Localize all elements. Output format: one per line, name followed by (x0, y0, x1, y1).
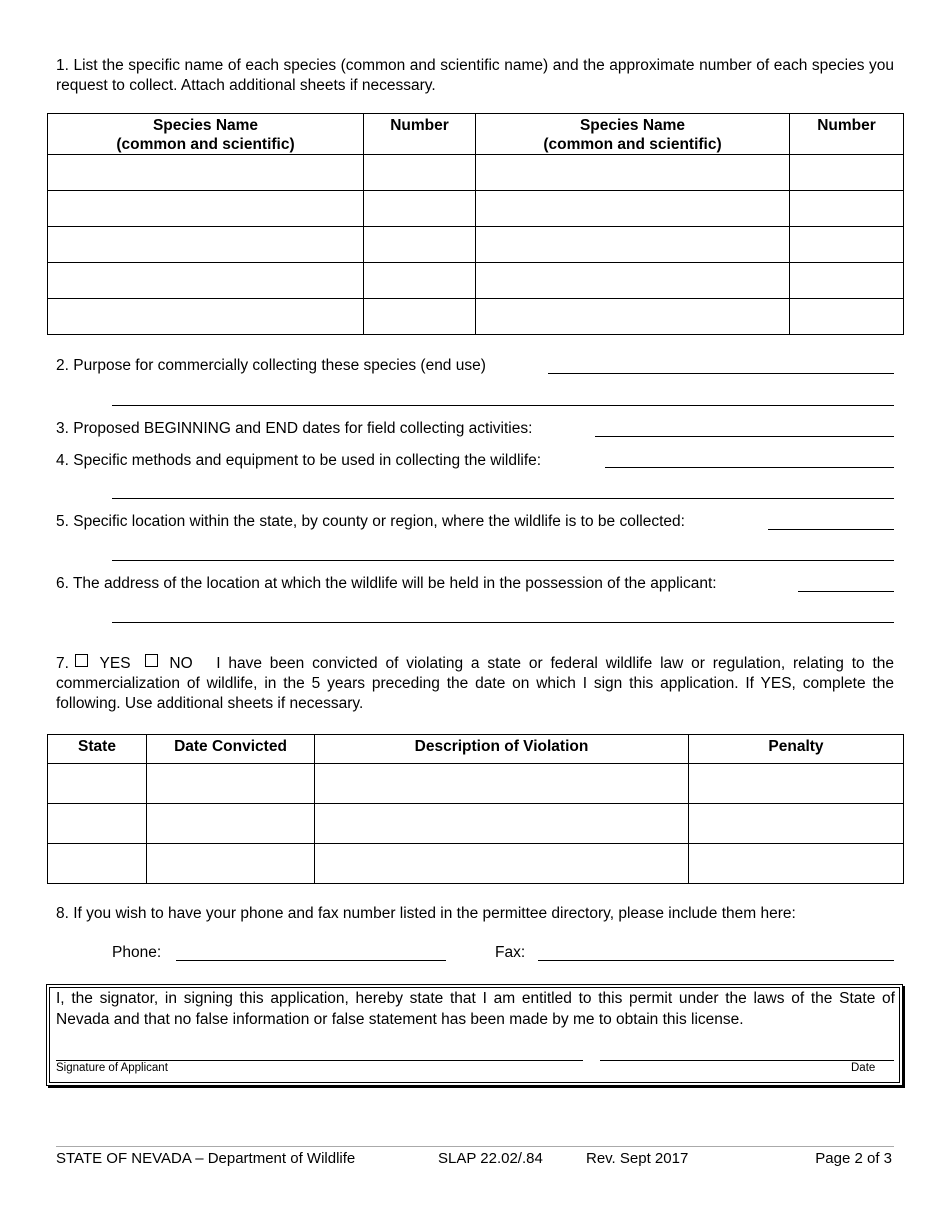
question-3-text: 3. Proposed BEGINNING and END dates for field collecting activities: (56, 420, 533, 437)
state-cell[interactable] (48, 804, 147, 844)
signature-field[interactable] (56, 1060, 583, 1061)
signature-label: Signature of Applicant (56, 1062, 168, 1074)
certification-text: I, the signator, in signing this application, hereby state that I am entitled to this permit under the laws of the State of Nevada and that no false information or false statement has been made by me to obtain this license. (56, 990, 895, 1028)
footer-agency: STATE OF NEVADA – Department of Wildlife (56, 1150, 356, 1167)
purpose-field-line-2[interactable] (112, 405, 894, 406)
conviction-statement: I have been convicted of violating a state or federal wildlife law or regulation, relating to the commercialization of wildlife, in the 5 years preceding the date on which I sign this application. If YES, complete the following. Use additional sheets if necessary. (56, 655, 895, 712)
penalty-cell[interactable] (689, 804, 904, 844)
number-cell[interactable] (790, 263, 904, 299)
no-checkbox[interactable] (145, 654, 158, 667)
violations-table-header (48, 735, 904, 764)
purpose-field[interactable] (548, 373, 894, 374)
question-1-text: 1. List the specific name of each species (common and scientific name) and the approximate number of each species you request to collect. Attach additional sheets if necessary. (56, 57, 894, 94)
date-cell[interactable] (147, 764, 315, 804)
date-field[interactable] (600, 1060, 894, 1061)
number-cell[interactable] (364, 227, 476, 263)
species-table-header (48, 114, 904, 155)
species-table (47, 113, 904, 335)
number-cell[interactable] (364, 299, 476, 335)
no-label: NO (169, 655, 193, 672)
phone-field[interactable] (176, 960, 446, 961)
location-field-line-2[interactable] (112, 560, 894, 561)
address-field-line-2[interactable] (112, 622, 894, 623)
dates-field[interactable] (595, 436, 894, 437)
species-cell[interactable] (476, 263, 790, 299)
state-cell[interactable] (48, 844, 147, 884)
table-row (48, 844, 904, 884)
number-cell[interactable] (364, 191, 476, 227)
species-cell[interactable] (476, 299, 790, 335)
species-name-header-2: Species Name (common and scientific) (476, 114, 790, 155)
fax-field[interactable] (538, 960, 894, 961)
number-header: Number (364, 114, 476, 155)
species-cell[interactable] (48, 299, 364, 335)
state-cell[interactable] (48, 764, 147, 804)
question-7-text (56, 654, 894, 714)
table-row (48, 804, 904, 844)
penalty-cell[interactable] (689, 844, 904, 884)
phone-label: Phone: (112, 944, 162, 961)
species-name-header: Species Name (common and scientific) (48, 114, 364, 155)
certification-box (46, 984, 903, 1086)
yes-label: YES (99, 655, 131, 672)
question-4-text: 4. Specific methods and equipment to be used in collecting the wildlife: (56, 452, 542, 469)
number-cell[interactable] (790, 227, 904, 263)
species-cell[interactable] (476, 227, 790, 263)
number-cell[interactable] (364, 155, 476, 191)
table-row (48, 227, 904, 263)
number-cell[interactable] (790, 191, 904, 227)
location-field[interactable] (768, 529, 894, 530)
date-convicted-header: Date Convicted (147, 735, 315, 764)
penalty-cell[interactable] (689, 764, 904, 804)
question-5-text: 5. Specific location within the state, by county or region, where the wildlife is to be collected: (56, 513, 685, 530)
penalty-header: Penalty (689, 735, 904, 764)
description-cell[interactable] (315, 804, 689, 844)
table-row (48, 155, 904, 191)
number-cell[interactable] (790, 155, 904, 191)
question-7-number: 7. (56, 655, 69, 672)
species-cell[interactable] (476, 191, 790, 227)
species-cell[interactable] (48, 155, 364, 191)
description-cell[interactable] (315, 764, 689, 804)
address-field[interactable] (798, 591, 894, 592)
species-cell[interactable] (48, 227, 364, 263)
footer-revision: Rev. Sept 2017 (586, 1150, 689, 1167)
fax-label: Fax: (495, 944, 526, 961)
table-row (48, 764, 904, 804)
question-6-text: 6. The address of the location at which the wildlife will be held in the possession of the applicant: (56, 575, 717, 592)
footer-form-number: SLAP 22.02/.84 (438, 1150, 543, 1167)
number-header-2: Number (790, 114, 904, 155)
date-cell[interactable] (147, 804, 315, 844)
question-8-text: 8. If you wish to have your phone and fax number listed in the permittee directory, please include them here: (56, 905, 796, 922)
table-row (48, 263, 904, 299)
methods-field-line-2[interactable] (112, 498, 894, 499)
date-label: Date (851, 1062, 876, 1074)
question-2-text: 2. Purpose for commercially collecting these species (end use) (56, 357, 486, 374)
species-cell[interactable] (476, 155, 790, 191)
table-row (48, 299, 904, 335)
table-row (48, 191, 904, 227)
footer-rule (56, 1146, 894, 1147)
species-cell[interactable] (48, 263, 364, 299)
date-cell[interactable] (147, 844, 315, 884)
number-cell[interactable] (790, 299, 904, 335)
violations-table (47, 734, 904, 884)
description-cell[interactable] (315, 844, 689, 884)
number-cell[interactable] (364, 263, 476, 299)
footer-page-number: Page 2 of 3 (815, 1150, 892, 1167)
methods-field[interactable] (605, 467, 894, 468)
yes-checkbox[interactable] (75, 654, 88, 667)
state-header: State (48, 735, 147, 764)
species-cell[interactable] (48, 191, 364, 227)
description-header: Description of Violation (315, 735, 689, 764)
